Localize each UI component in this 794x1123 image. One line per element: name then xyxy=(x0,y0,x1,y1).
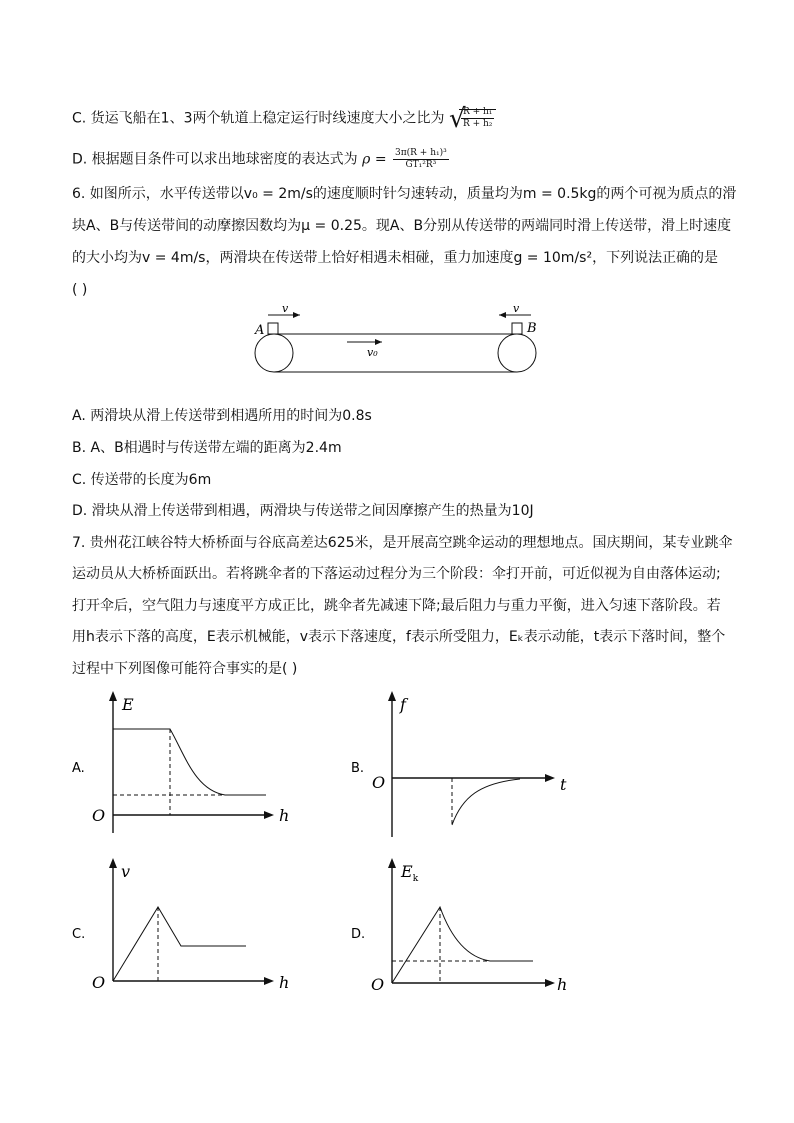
q5-option-c xyxy=(72,104,734,134)
density-symbol: ρ = xyxy=(362,151,387,168)
label-v-left: v xyxy=(282,302,289,315)
q5-option-d xyxy=(72,148,734,171)
q6-stem-line-2: 块A、B与传送带间的动摩擦因数均为μ = 0.25。现A、B分别从传送带的两端同时滑上传送带，滑上时速度 xyxy=(72,218,732,234)
label-v0: v₀ xyxy=(367,346,378,359)
q7-graphs xyxy=(0,685,794,1025)
q7-stem-line-1: 7. 贵州花江峡谷特大桥桥面与谷底高差达625米，是开展高空跳伞运动的理想地点。国庆期间，某专业跳伞 xyxy=(72,535,733,551)
q6-stem-line-3: 的大小均为v = 4m/s，两滑块在传送带上恰好相遇未相碰，重力加速度g = 10m/s²，下列说法正确的是 xyxy=(72,250,719,266)
sqrt-expression: √ $\frac{\text{R + h₁}}{\text{R + h₂}}$ xyxy=(449,107,496,130)
graph-b-x-arrow-icon xyxy=(545,774,555,782)
graph-c-x-label: h xyxy=(279,973,290,992)
graph-d-origin: O xyxy=(371,975,385,994)
graph-b-x-label: t xyxy=(560,775,567,794)
left-pulley xyxy=(255,334,293,372)
density-denominator: GT₁²R³ xyxy=(405,160,437,170)
density-fraction xyxy=(393,148,449,171)
graph-b-origin: O xyxy=(372,773,386,792)
graph-d-y-label: $E_k$ xyxy=(401,862,419,884)
q6-option-b: B. A、B相遇时与传送带左端的距离为2.4m xyxy=(72,440,342,456)
graph-a-y-arrow-icon xyxy=(109,691,117,701)
graph-a-option-label: A. xyxy=(72,761,85,776)
graph-c-y-label: v xyxy=(121,862,131,881)
graph-b-y-label: f xyxy=(400,695,406,714)
label-v-right: v xyxy=(513,302,520,315)
graph-c xyxy=(72,858,289,992)
graph-d-option-label: D. xyxy=(351,927,366,942)
arrowhead-left-icon xyxy=(499,312,506,318)
block-a xyxy=(268,323,278,334)
right-pulley xyxy=(498,334,536,372)
arrowhead-v0-icon xyxy=(375,339,382,345)
q7-stem-line-4: 用h表示下落的高度，E表示机械能，v表示下落速度，f表示所受阻力，Eₖ表示动能，t表示下落时间，整个 xyxy=(72,629,726,645)
graph-a xyxy=(72,691,289,833)
graph-c-origin: O xyxy=(92,973,106,992)
block-b xyxy=(512,323,522,334)
graph-a-x-label: h xyxy=(279,806,290,825)
graph-c-option-label: C. xyxy=(72,927,86,942)
q6-answer-blank: ( ) xyxy=(72,282,88,298)
graph-d-x-label: h xyxy=(557,975,568,994)
q6-option-c: C. 传送带的长度为6m xyxy=(72,472,212,488)
arrowhead-right-icon xyxy=(293,312,300,318)
graph-d-y-label-subscript: k xyxy=(412,874,419,884)
graph-a-curve xyxy=(113,729,266,795)
ratio-denominator: R + h₂ xyxy=(462,119,493,129)
graph-c-curve xyxy=(113,907,246,981)
graph-d-curve xyxy=(392,907,533,983)
graph-c-x-arrow-icon xyxy=(264,977,274,985)
graph-b xyxy=(351,691,567,837)
graph-a-origin: O xyxy=(92,806,106,825)
graph-a-x-arrow-icon xyxy=(264,811,274,819)
q7-stem-line-3: 打开伞后，空气阻力与速度平方成正比，跳伞者先减速下降;最后阻力与重力平衡，进入匀速下落阶段。若 xyxy=(72,598,721,614)
graph-a-y-label: E xyxy=(122,695,134,714)
conveyor-belt-figure xyxy=(0,300,794,390)
q5-option-d-text: D. 根据题目条件可以求出地球密度的表达式为 xyxy=(72,151,358,168)
graph-d-x-arrow-icon xyxy=(545,979,555,987)
graph-b-curve xyxy=(452,779,520,825)
q7-stem-line-2: 运动员从大桥桥面跃出。若将跳伞者的下落运动过程分为三个阶段：伞打开前，可近似视为自由落体运动; xyxy=(72,566,721,582)
graph-d-y-arrow-icon xyxy=(388,858,396,868)
q6-option-a: A. 两滑块从滑上传送带到相遇所用的时间为0.8s xyxy=(72,408,372,424)
graph-d xyxy=(351,858,567,994)
graph-c-y-arrow-icon xyxy=(109,858,117,868)
q6-stem-line-1: 6. 如图所示，水平传送带以v₀ = 2m/s的速度顺时针匀速转动，质量均为m = 0.5kg的两个可视为质点的滑 xyxy=(72,186,737,202)
graph-b-y-arrow-icon xyxy=(388,691,396,701)
q5-option-c-text: C. 货运飞船在1、3两个轨道上稳定运行时线速度大小之比为 xyxy=(72,110,445,127)
graph-b-option-label: B. xyxy=(351,761,365,776)
density-numerator: 3π(R + h₁)³ xyxy=(395,148,447,158)
q6-option-d: D. 滑块从滑上传送带到相遇，两滑块与传送带之间因摩擦产生的热量为10J xyxy=(72,503,534,519)
label-b: B xyxy=(527,321,537,336)
q7-stem-line-5: 过程中下列图像可能符合事实的是( ) xyxy=(72,661,298,677)
ratio-numerator: R + h₁ xyxy=(462,107,493,117)
label-a: A xyxy=(255,323,265,338)
